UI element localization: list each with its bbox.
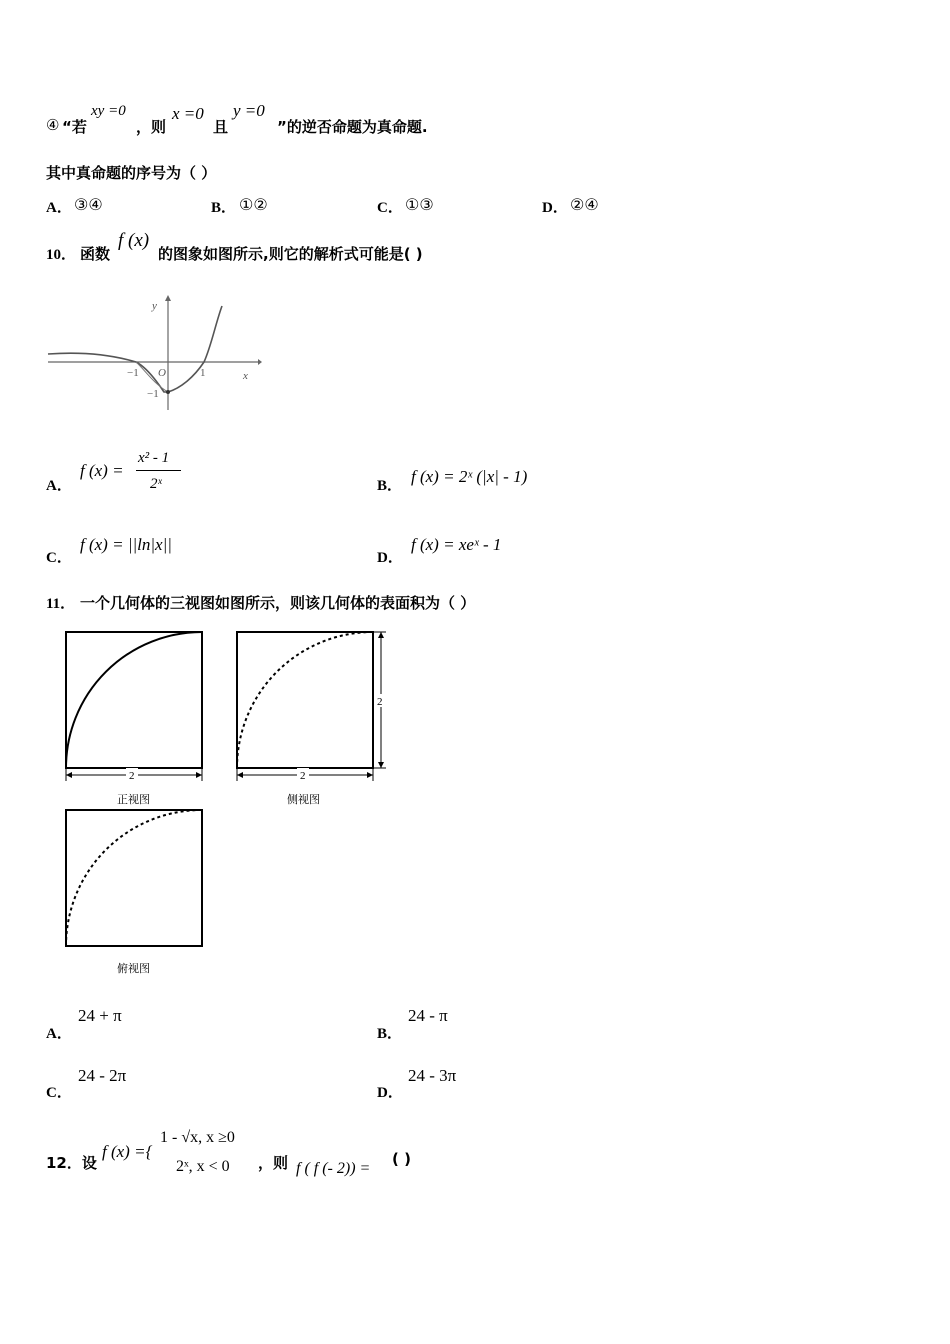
piecewise-function: f (x) ={ bbox=[102, 1142, 153, 1161]
option-b-expr: 24 - π bbox=[408, 1006, 448, 1025]
tick-y-neg-one: −1 bbox=[147, 388, 159, 400]
function-fx: f (x) bbox=[118, 230, 150, 251]
height-dimension-label: 2 bbox=[377, 696, 383, 708]
top-view-caption: 俯视图 bbox=[117, 962, 150, 975]
top-view-square bbox=[66, 810, 202, 946]
side-view-caption: 侧视图 bbox=[287, 793, 320, 806]
x-axis-arrow-icon bbox=[258, 359, 262, 365]
front-view-square bbox=[66, 632, 202, 768]
tick-pos-one: 1 bbox=[200, 367, 206, 379]
x-axis-label: x bbox=[243, 370, 248, 382]
y-axis-label: y bbox=[152, 300, 157, 312]
conclusion-x: x =0 bbox=[172, 104, 204, 123]
y-axis-arrow-icon bbox=[165, 295, 171, 301]
case-two: 2ˣ, x < 0 bbox=[176, 1158, 230, 1175]
y-intercept-point bbox=[166, 390, 170, 394]
tick-neg-one: −1 bbox=[127, 367, 139, 379]
option-c-expr: 24 - 2π bbox=[78, 1066, 127, 1085]
case-one: 1 - √x, x ≥0 bbox=[160, 1129, 235, 1146]
query-expr: f ( f (- 2)) = bbox=[296, 1160, 371, 1177]
function-curve bbox=[48, 306, 222, 392]
q10-function-graph bbox=[46, 292, 262, 412]
front-view-arc bbox=[66, 632, 202, 768]
circled-number: ④ bbox=[46, 116, 60, 134]
fraction-denominator: 2ˣ bbox=[150, 476, 162, 492]
dimension-label: 2 bbox=[129, 770, 135, 782]
side-view-square bbox=[237, 632, 373, 768]
option-a-expr: 24 + π bbox=[78, 1006, 122, 1025]
conclusion-y: y =0 bbox=[233, 101, 265, 120]
width-dimension-label: 2 bbox=[300, 770, 306, 782]
side-view-dashed-arc bbox=[237, 632, 373, 768]
side-view bbox=[231, 626, 391, 786]
front-view-caption: 正视图 bbox=[117, 793, 150, 806]
fraction-numerator: x² - 1 bbox=[138, 450, 170, 466]
q9-question: 其中真命题的序号为（ ） bbox=[46, 164, 217, 182]
condition-xy: xy =0 bbox=[91, 103, 126, 119]
top-view-dashed-arc bbox=[66, 810, 202, 946]
option-d-expr: 24 - 3π bbox=[408, 1066, 457, 1085]
top-view bbox=[60, 804, 210, 954]
origin-label: O bbox=[158, 367, 166, 379]
fraction-bar bbox=[136, 470, 181, 471]
front-view bbox=[60, 626, 210, 786]
